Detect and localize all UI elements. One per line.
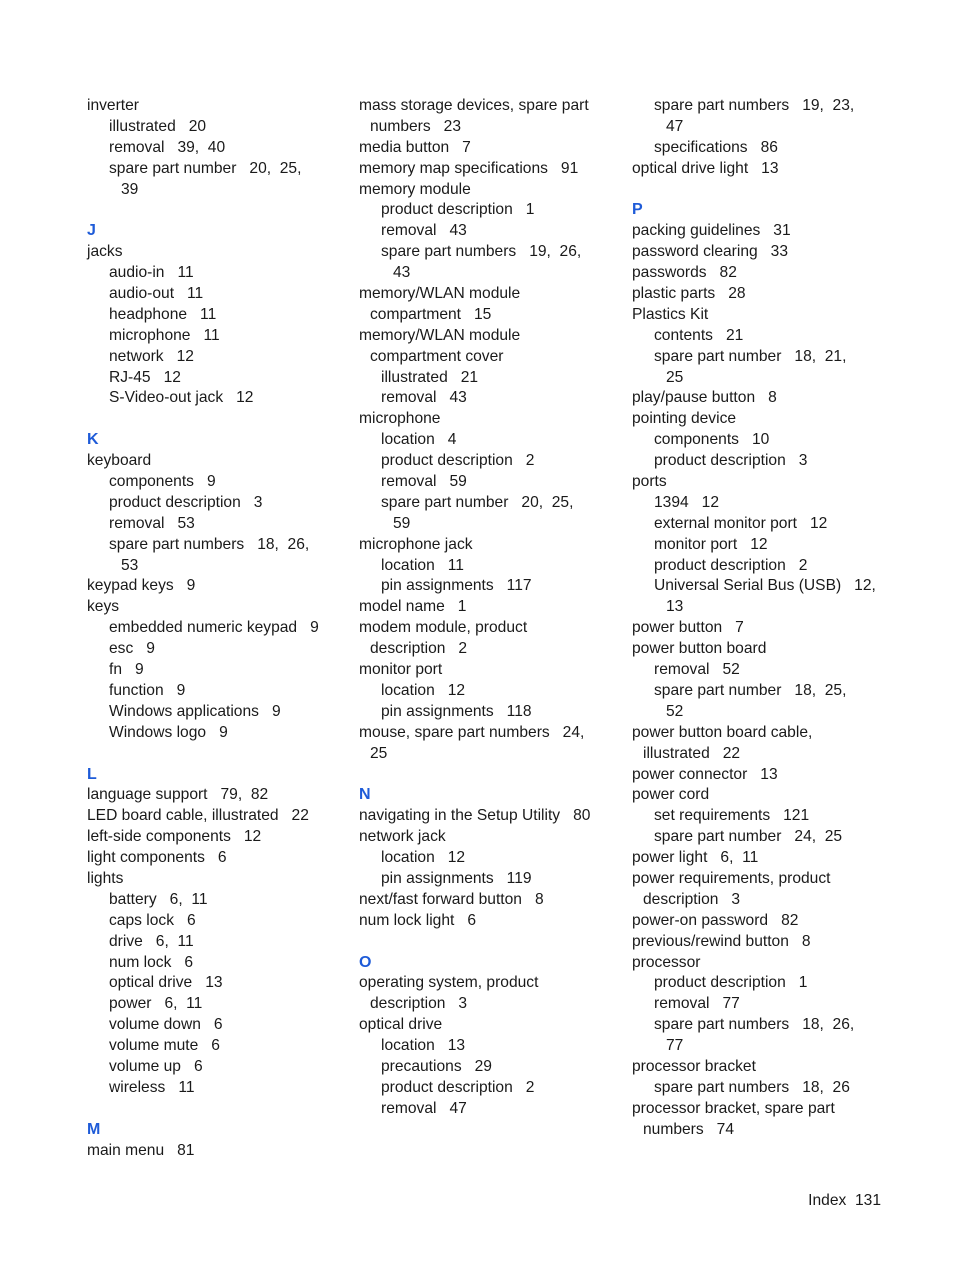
index-subentry: caps lock 6 — [109, 911, 196, 929]
index-letter-heading: L — [87, 765, 97, 783]
index-letter-heading: J — [87, 222, 96, 240]
index-subentry: Universal Serial Bus (USB) 12, — [654, 577, 876, 595]
index-entry: microphone jack — [359, 535, 473, 553]
index-entry: plastic parts 28 — [632, 285, 746, 303]
index-subentry: description 2 — [370, 640, 468, 658]
index-subentry: external monitor port 12 — [654, 514, 828, 532]
index-column-3 — [632, 96, 890, 1141]
index-subentry: 1394 12 — [654, 493, 720, 511]
index-entry: light components 6 — [87, 849, 227, 867]
index-subentry: description 3 — [370, 995, 468, 1013]
index-subentry: 77 — [666, 1037, 684, 1055]
index-subentry: illustrated 20 — [109, 117, 207, 135]
index-subentry: product description 3 — [654, 452, 808, 470]
index-subentry: S-Video-out jack 12 — [109, 389, 254, 407]
section-spacer — [359, 765, 617, 786]
index-entry: memory map specifications 91 — [359, 159, 579, 177]
index-subentry: product description 1 — [654, 974, 808, 992]
index-subentry: location 13 — [381, 1037, 466, 1055]
index-subentry: numbers 23 — [370, 117, 462, 135]
index-subentry: compartment 15 — [370, 305, 492, 323]
index-subentry: 25 — [370, 744, 388, 762]
index-subentry: removal 47 — [381, 1099, 467, 1117]
index-entry: main menu 81 — [87, 1141, 195, 1159]
index-letter-heading: P — [632, 201, 643, 219]
index-entry: left-side components 12 — [87, 828, 262, 846]
index-subentry: 25 — [666, 368, 684, 386]
index-entry: packing guidelines 31 — [632, 222, 791, 240]
section-spacer — [87, 409, 342, 430]
index-entry: microphone — [359, 410, 441, 428]
index-entry: processor — [632, 953, 701, 971]
index-subentry: location 11 — [381, 556, 464, 574]
index-entry: language support 79, 82 — [87, 786, 269, 804]
index-entry: LED board cable, illustrated 22 — [87, 807, 309, 825]
index-entry: inverter — [87, 97, 139, 114]
index-subentry: pin assignments 118 — [381, 702, 532, 720]
index-entry: keypad keys 9 — [87, 577, 196, 595]
index-subentry: pin assignments 117 — [381, 577, 532, 595]
index-entry: power button board cable, — [632, 723, 813, 741]
index-entry: media button 7 — [359, 138, 471, 156]
index-subentry: spare part numbers 18, 26 — [654, 1078, 850, 1096]
index-subentry: power 6, 11 — [109, 995, 203, 1013]
index-subentry: volume down 6 — [109, 1016, 223, 1034]
index-subentry: components 9 — [109, 473, 216, 491]
index-entry: optical drive — [359, 1016, 443, 1034]
index-entry: model name 1 — [359, 598, 467, 616]
index-letter-heading: M — [87, 1120, 101, 1138]
index-subentry: drive 6, 11 — [109, 932, 194, 950]
index-subentry: spare part number 20, 25, — [109, 159, 302, 177]
index-entry: keyboard — [87, 452, 152, 470]
index-entry: memory/WLAN module — [359, 285, 521, 303]
index-subentry: specifications 86 — [654, 138, 778, 156]
section-spacer — [632, 180, 890, 201]
index-entry: play/pause button 8 — [632, 389, 777, 407]
index-subentry: pin assignments 119 — [381, 869, 532, 887]
index-subentry: removal 77 — [654, 995, 740, 1013]
index-subentry: Windows applications 9 — [109, 702, 281, 720]
index-entry: power light 6, 11 — [632, 849, 759, 867]
index-entry: network jack — [359, 828, 446, 846]
index-subentry: fn 9 — [109, 661, 144, 679]
index-subentry: contents 21 — [654, 326, 744, 344]
index-entry: keys — [87, 598, 120, 616]
index-subentry: network 12 — [109, 347, 194, 365]
index-entry: operating system, product — [359, 974, 539, 992]
index-entry: processor bracket — [632, 1057, 756, 1075]
index-subentry: 43 — [393, 264, 411, 282]
index-entry: next/fast forward button 8 — [359, 890, 544, 908]
index-subentry: spare part numbers 18, 26, — [109, 535, 310, 553]
index-entry: passwords 82 — [632, 264, 737, 282]
index-subentry: spare part numbers 19, 26, — [381, 243, 582, 261]
index-subentry: removal 39, 40 — [109, 138, 226, 156]
index-subentry: RJ-45 12 — [109, 368, 181, 386]
index-letter-heading: N — [359, 786, 371, 804]
index-subentry: numbers 74 — [643, 1120, 735, 1138]
index-subentry: product description 2 — [381, 452, 535, 470]
index-subentry: battery 6, 11 — [109, 890, 208, 908]
index-subentry: microphone 11 — [109, 326, 220, 344]
index-entry: mouse, spare part numbers 24, — [359, 723, 585, 741]
index-entry: num lock light 6 — [359, 911, 477, 929]
index-subentry: illustrated 21 — [381, 368, 479, 386]
index-subentry: wireless 11 — [109, 1078, 195, 1096]
index-subentry: description 3 — [643, 890, 741, 908]
index-subentry: removal 52 — [654, 661, 740, 679]
index-subentry: set requirements 121 — [654, 807, 810, 825]
index-subentry: location 12 — [381, 849, 466, 867]
index-entry: memory/WLAN module — [359, 326, 521, 344]
index-entry: password clearing 33 — [632, 243, 789, 261]
index-entry: power connector 13 — [632, 765, 778, 783]
index-subentry: spare part numbers 19, 23, — [654, 97, 855, 114]
index-subentry: location 12 — [381, 681, 466, 699]
index-subentry: spare part number 18, 25, — [654, 681, 847, 699]
index-subentry: product description 2 — [381, 1078, 535, 1096]
index-entry: power cord — [632, 786, 710, 804]
index-entry: lights — [87, 869, 124, 887]
index-subentry: 52 — [666, 702, 684, 720]
index-subentry: spare part number 18, 21, — [654, 347, 847, 365]
index-subentry: 47 — [666, 117, 684, 135]
index-letter-heading: K — [87, 431, 99, 449]
index-subentry: removal 43 — [381, 222, 467, 240]
index-entry: monitor port — [359, 661, 443, 679]
index-subentry: illustrated 22 — [643, 744, 741, 762]
index-subentry: product description 1 — [381, 201, 535, 219]
index-subentry: removal 43 — [381, 389, 467, 407]
index-subentry: product description 3 — [109, 493, 263, 511]
index-subentry: Windows logo 9 — [109, 723, 228, 741]
index-entry: optical drive light 13 — [632, 159, 779, 177]
index-entry: modem module, product — [359, 619, 528, 637]
index-subentry: 53 — [121, 556, 139, 574]
index-subentry: optical drive 13 — [109, 974, 223, 992]
index-entry: Plastics Kit — [632, 305, 709, 323]
section-spacer — [359, 932, 617, 953]
index-subentry: num lock 6 — [109, 953, 194, 971]
index-subentry: volume up 6 — [109, 1057, 203, 1075]
index-entry: ports — [632, 473, 667, 491]
index-subentry: volume mute 6 — [109, 1037, 220, 1055]
index-subentry: esc 9 — [109, 640, 155, 658]
index-entry: power button 7 — [632, 619, 744, 637]
index-entry: processor bracket, spare part — [632, 1099, 835, 1117]
index-subentry: monitor port 12 — [654, 535, 768, 553]
index-subentry: spare part numbers 18, 26, — [654, 1016, 855, 1034]
index-subentry: compartment cover — [370, 347, 504, 365]
index-subentry: 39 — [121, 180, 139, 198]
index-subentry: precautions 29 — [381, 1057, 492, 1075]
index-subentry: audio-in 11 — [109, 264, 194, 282]
index-entry: power button board — [632, 640, 767, 658]
index-subentry: location 4 — [381, 431, 457, 449]
page-footer: Index 131 — [808, 1192, 881, 1209]
index-subentry: spare part number 20, 25, — [381, 493, 574, 511]
index-entry: memory module — [359, 180, 471, 198]
index-entry: mass storage devices, spare part — [359, 97, 589, 114]
index-subentry: removal 53 — [109, 514, 195, 532]
index-entry: power requirements, product — [632, 869, 831, 887]
index-subentry: embedded numeric keypad 9 — [109, 619, 319, 637]
index-subentry: headphone 11 — [109, 305, 217, 323]
index-entry: jacks — [87, 243, 123, 261]
index-subentry: removal 59 — [381, 473, 467, 491]
index-column-1 — [87, 96, 342, 1161]
index-letter-heading: O — [359, 953, 372, 971]
index-subentry: product description 2 — [654, 556, 808, 574]
index-entry: navigating in the Setup Utility 80 — [359, 807, 591, 825]
section-spacer — [87, 200, 342, 221]
section-spacer — [87, 1099, 342, 1120]
index-subentry: spare part number 24, 25 — [654, 828, 843, 846]
index-entry: pointing device — [632, 410, 737, 428]
index-column-2 — [359, 96, 617, 1120]
index-subentry: function 9 — [109, 681, 186, 699]
index-subentry: 13 — [666, 598, 684, 616]
section-spacer — [87, 744, 342, 765]
index-subentry: 59 — [393, 514, 411, 532]
index-subentry: components 10 — [654, 431, 770, 449]
index-entry: power-on password 82 — [632, 911, 799, 929]
index-subentry: audio-out 11 — [109, 285, 204, 303]
index-entry: previous/rewind button 8 — [632, 932, 811, 950]
